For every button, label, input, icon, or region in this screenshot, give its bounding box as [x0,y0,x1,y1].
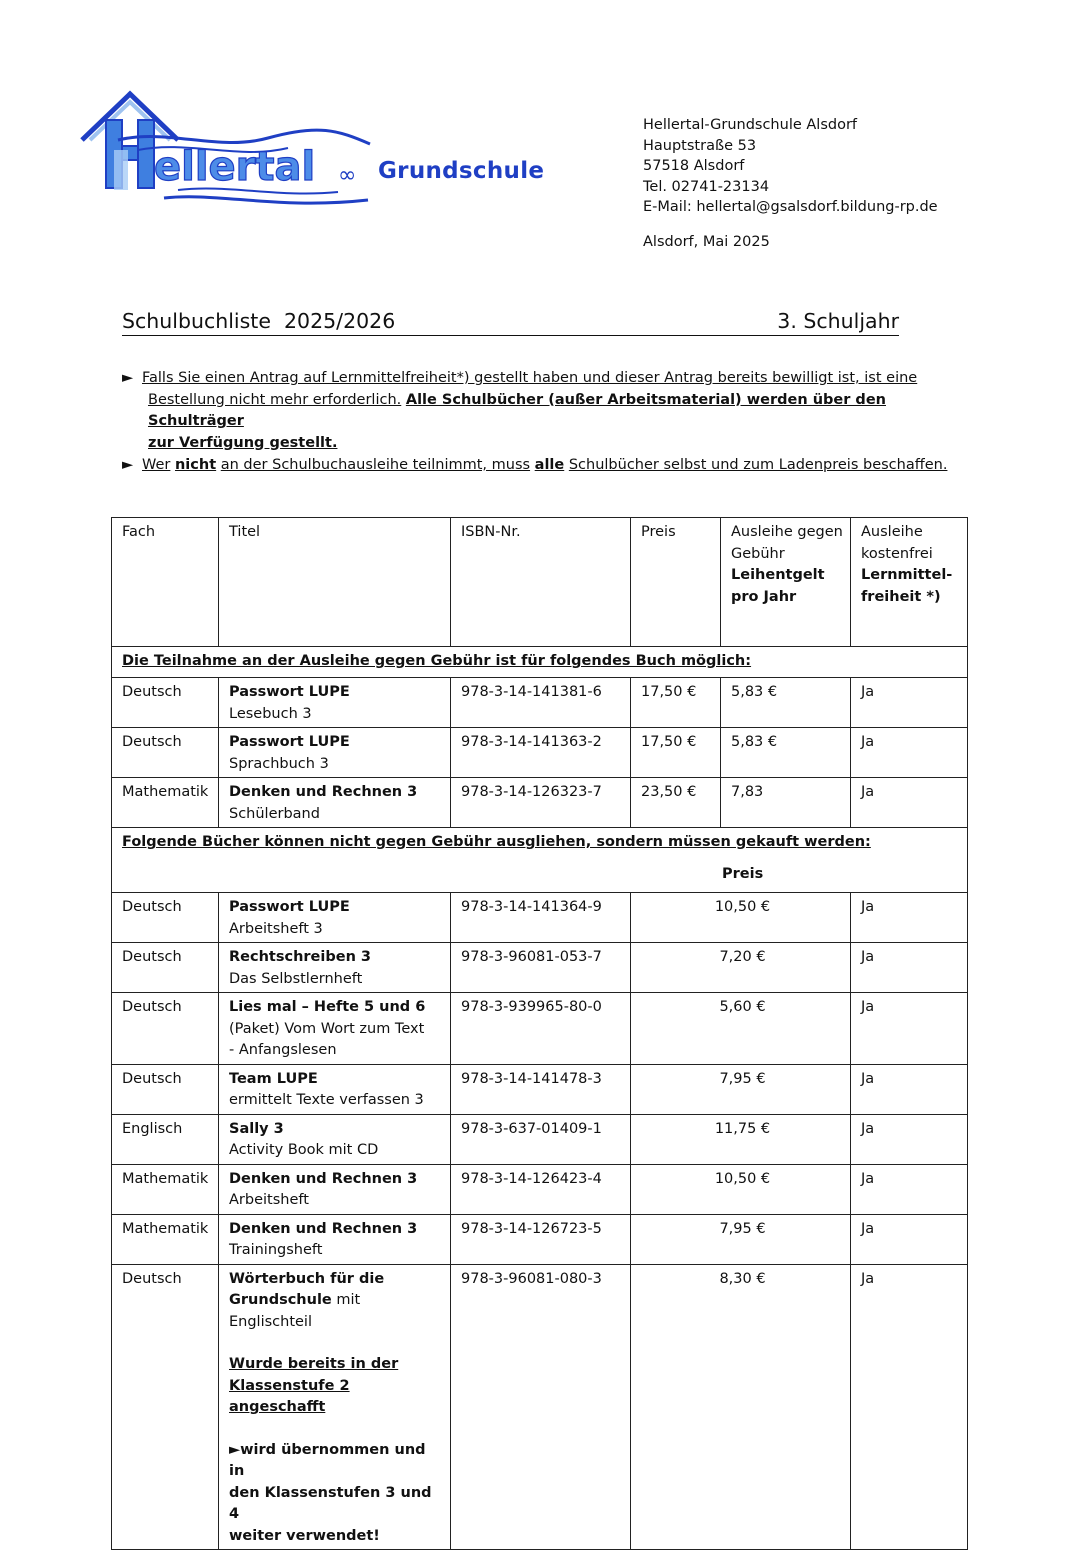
header-ausleihe-gebuehr [721,518,851,647]
header-line: Gebühr [731,545,785,562]
cell-titel [219,993,451,1065]
book-title: Passwort LUPE [229,684,350,700]
book-title: Grundschule [229,1292,332,1308]
book-subtitle: Arbeitsheft [229,1192,309,1208]
section-heading [112,828,968,893]
note-text: an der Schulbuchausleihe teilnimmt, muss [220,457,531,473]
book-note: weiter verwendet! [229,1527,380,1544]
section-preis-label: Preis [722,865,764,882]
book-note: ►wird übernommen und in [229,1441,426,1479]
header-line: Leihentgelt [731,567,825,583]
cell-isbn: 978-3-14-141364-9 [451,893,631,943]
cell-isbn: 978-3-96081-053-7 [451,943,631,993]
note-text: Bestellung nicht mehr erforderlich. [148,391,402,408]
book-subtitle: ermittelt Texte verfassen 3 [229,1092,424,1108]
cell-gebuehr: 5,83 € [721,678,851,728]
address-line: 57518 Alsdorf [643,158,745,174]
book-subtitle: Activity Book mit CD [229,1142,379,1158]
cell-isbn: 978-3-14-126723-5 [451,1214,631,1264]
address-line: E-Mail: hellertal@gsalsdorf.bildung-rp.de [643,199,938,215]
cell-titel [219,678,451,728]
cell-kostenfrei: Ja [851,993,968,1065]
cell-kostenfrei: Ja [851,1064,968,1114]
cell-titel [219,1114,451,1164]
section-heading: Die Teilnahme an der Ausleihe gegen Gebühr ist für folgendes Buch möglich: [112,647,968,678]
header-ausleihe-kostenfrei [851,518,968,647]
cell-preis: 5,60 € [631,993,851,1065]
cell-isbn: 978-3-14-141478-3 [451,1064,631,1114]
note-text: Schulbücher selbst und zum Ladenpreis beschaffen. [568,457,948,473]
book-note: Klassenstufe 2 angeschafft [229,1377,350,1415]
book-title: Rechtschreiben 3 [229,949,372,965]
address-line: Tel. 02741-23134 [643,178,770,195]
cell-isbn: 978-3-939965-80-0 [451,993,631,1065]
cell-kostenfrei: Ja [851,1164,968,1214]
cell-kostenfrei: Ja [851,1114,968,1164]
book-title: Passwort LUPE [229,734,350,750]
cell-isbn: 978-3-14-126323-7 [451,778,631,828]
header-preis: Preis [631,518,721,647]
book-title: Lies mal – Hefte 5 und 6 [229,999,426,1015]
note-ausleihe [122,455,962,477]
cell-preis: 10,50 € [631,1164,851,1214]
title-left: Schulbuchliste 2025/2026 [122,309,396,333]
cell-preis: 23,50 € [631,778,721,828]
book-subtitle: mit Englischteil [229,1292,361,1330]
table-row [112,893,968,943]
header-line: Ausleihe gegen [731,524,843,540]
cell-preis: 10,50 € [631,893,851,943]
cell-preis: 17,50 € [631,728,721,778]
table-row [112,1264,968,1550]
cell-fach: Deutsch [112,943,219,993]
note-bold-text: Alle Schulbücher (außer Arbeitsmaterial) werden über den Schulträger [148,391,886,429]
table-row [112,678,968,728]
note-text: Falls Sie einen Antrag auf Lernmittelfreiheit*) gestellt haben und dieser Antrag bereits bewilligt ist, ist eine [142,370,918,386]
cell-titel [219,893,451,943]
book-title: Denken und Rechnen 3 [229,784,418,800]
book-title: Wörterbuch für die [229,1270,385,1287]
logo-wordmark: ellertal [154,144,316,190]
header-isbn: ISBN-Nr. [451,518,631,647]
cell-isbn: 978-3-14-126423-4 [451,1164,631,1214]
table-row [112,1164,968,1214]
table-row [112,1064,968,1114]
cell-gebuehr: 7,83 [721,778,851,828]
logo-graphic [78,90,378,220]
cell-titel [219,1214,451,1264]
book-title: Passwort LUPE [229,899,350,915]
cell-titel [219,778,451,828]
cell-fach: Mathematik [112,778,219,828]
cell-kostenfrei: Ja [851,1264,968,1550]
table-row [112,943,968,993]
cell-isbn: 978-3-96081-080-3 [451,1264,631,1550]
cell-kostenfrei: Ja [851,728,968,778]
book-subtitle: Arbeitsheft 3 [229,920,323,937]
book-subtitle: (Paket) Vom Wort zum Text [229,1020,425,1037]
cell-fach: Englisch [112,1114,219,1164]
arrow-icon: ► [122,457,134,473]
header-line: pro Jahr [731,588,797,605]
cell-kostenfrei: Ja [851,943,968,993]
table-row [112,778,968,828]
address-line: Hellertal-Grundschule Alsdorf [643,117,858,133]
cell-preis: 17,50 € [631,678,721,728]
note-lernmittelfreiheit [122,368,962,454]
table-row [112,1114,968,1164]
book-subtitle: Das Selbstlernheft [229,970,363,987]
book-subtitle: Schülerband [229,805,320,822]
page-title [122,309,899,336]
cell-fach: Mathematik [112,1164,219,1214]
header-line: kostenfrei [861,545,933,562]
cell-fach: Deutsch [112,1264,219,1550]
table-row [112,728,968,778]
cell-titel [219,1064,451,1114]
note-bold-text: alle [534,457,565,473]
note-text: Wer [142,457,171,473]
cell-fach: Deutsch [112,678,219,728]
cell-titel [219,1264,451,1550]
book-subtitle: Lesebuch 3 [229,705,312,722]
cell-fach: Mathematik [112,1214,219,1264]
cell-fach: Deutsch [112,1064,219,1114]
table-header-row [112,518,968,647]
book-title: Team LUPE [229,1070,318,1087]
cell-fach: Deutsch [112,893,219,943]
cell-preis: 7,20 € [631,943,851,993]
book-note: Wurde bereits in der [229,1356,399,1372]
header-line: Ausleihe [861,524,923,540]
cell-kostenfrei: Ja [851,893,968,943]
school-logo [78,90,545,220]
cell-preis: 7,95 € [631,1064,851,1114]
arrow-icon: ► [122,370,134,386]
header-titel: Titel [219,518,451,647]
cell-titel [219,728,451,778]
header-line: Lernmittel- [861,567,953,583]
logo-school-name: Grundschule [378,158,545,184]
book-table [111,517,968,1550]
note-bold-text: nicht [174,457,217,473]
book-subtitle: - Anfangslesen [229,1042,337,1058]
cell-kostenfrei: Ja [851,678,968,728]
cell-isbn: 978-3-637-01409-1 [451,1114,631,1164]
cell-kostenfrei: Ja [851,1214,968,1264]
school-address [643,115,938,218]
book-subtitle: Trainingsheft [229,1242,323,1258]
svg-text:∞: ∞ [338,163,357,188]
book-title: Sally 3 [229,1120,284,1137]
cell-fach: Deutsch [112,728,219,778]
cell-fach: Deutsch [112,993,219,1065]
book-note: den Klassenstufen 3 und 4 [229,1484,432,1522]
cell-titel [219,1164,451,1214]
address-line: Hauptstraße 53 [643,137,757,154]
header-fach: Fach [112,518,219,647]
cell-preis: 8,30 € [631,1264,851,1550]
section-heading-text: Folgende Bücher können nicht gegen Gebühr ausgliehen, sondern müssen gekauft werden: [122,834,871,850]
cell-titel [219,943,451,993]
cell-preis: 7,95 € [631,1214,851,1264]
book-subtitle: Sprachbuch 3 [229,755,329,772]
cell-isbn: 978-3-14-141381-6 [451,678,631,728]
table-row [112,1214,968,1264]
document-date: Alsdorf, Mai 2025 [643,234,770,250]
table-row [112,993,968,1065]
cell-preis: 11,75 € [631,1114,851,1164]
cell-isbn: 978-3-14-141363-2 [451,728,631,778]
book-title: Denken und Rechnen 3 [229,1170,418,1187]
section-row [112,828,968,893]
cell-gebuehr: 5,83 € [721,728,851,778]
header-line: freiheit *) [861,588,941,605]
cell-kostenfrei: Ja [851,778,968,828]
section-row [112,647,968,678]
book-title: Denken und Rechnen 3 [229,1220,418,1237]
title-right: 3. Schuljahr [777,309,899,333]
note-bold-text: zur Verfügung gestellt. [148,434,338,451]
